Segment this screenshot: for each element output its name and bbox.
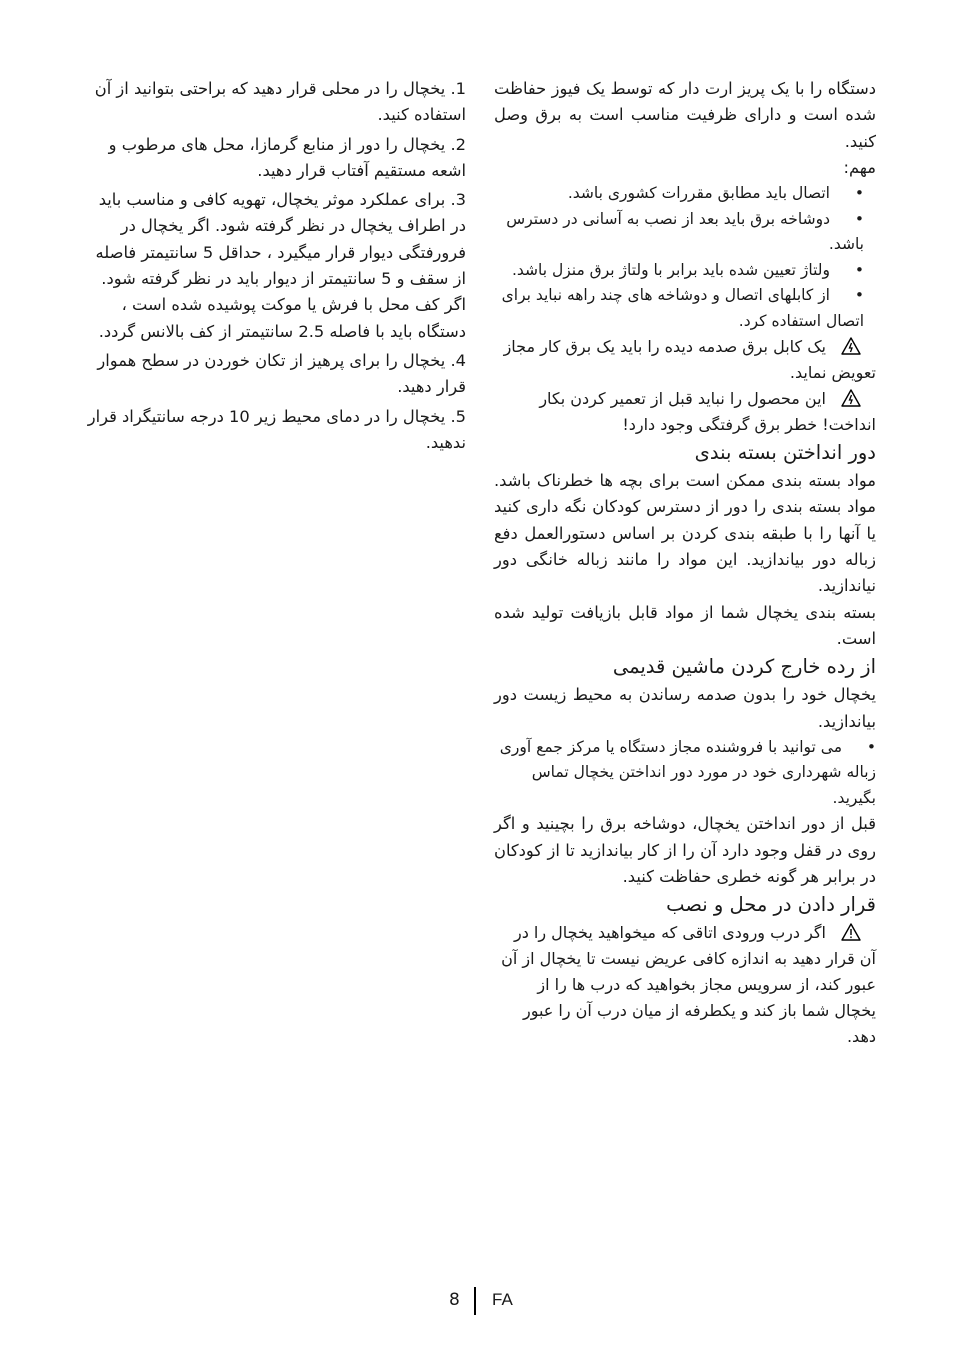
footer-divider xyxy=(474,1287,476,1315)
warning-text: این محصول را نباید قبل از تعمیر کردن بکار انداخت! خطر برق گرفتگی وجود دارد! xyxy=(539,389,876,435)
list-item xyxy=(494,258,876,284)
bullet-icon: • xyxy=(854,260,864,279)
warning-text: یک کابل برق صدمه دیده را باید یک برق کار مجاز تعویض نماید. xyxy=(503,337,876,383)
list-item xyxy=(494,283,876,334)
left-column xyxy=(80,76,466,459)
list-item: 1. یخچال را در محلی قرار دهید که براحتی بتوانید از آن استفاده کنید. xyxy=(94,79,466,125)
right-column xyxy=(494,76,876,1050)
list-item: 4. یخچال را برای پرهیز از تکان خوردن در سطح هموار قرار دهید. xyxy=(97,350,466,397)
bullet-icon: • xyxy=(854,184,864,203)
intro-paragraph: دستگاه را با یک پریز ارت دار که توسط یک فیوز حفاظت شده است و دارای ظرفیت مناسب است به برق وصل کنید. xyxy=(494,79,876,151)
warning-icon xyxy=(826,920,876,946)
list-item: 3. برای عملکرد موثر یخچال، تهویه کافی و مناسب باید در اطراف یخچال در نظر گرفته شود. اگر یخچال در فرورفتگی دیوار قرار میگیرد ، حداقل 5 سانتیمتر فاصله از سقف و 5 سانتیمتر از دیوار باید در نظر گرفته شود. اگر کف محل با فرش یا موکت پوشیده شده است ، دستگاه باید با فاصله 2.5 سانتیمتر از کف بالانس گردد. xyxy=(95,190,466,341)
warning-note xyxy=(494,334,876,386)
warning-note xyxy=(494,920,876,1050)
list-item xyxy=(494,735,876,812)
warning-text: اگر درب ورودی اتاقی که میخواهید یخچال را در آن قرار دهید به اندازه کافی عریض نیست تا یخچال از آن عبور کند، از سرویس مجاز بخواهید که درب ها را از یخچال شما باز کند و یکطرفه از میان درب آن را عبور دهد. xyxy=(501,923,876,1047)
warning-note xyxy=(494,386,876,438)
packaging-heading: دور انداختن بسته بندی xyxy=(694,441,876,465)
placement-heading: قرار دادن در محل و نصب xyxy=(666,893,876,917)
bullet-text: می توانید با فروشنده مجاز دستگاه یا مرکز جمع آوری زباله شهرداری خود در مورد دور انداختن یخچال تماس بگیرید. xyxy=(499,737,876,807)
warning-icon xyxy=(826,334,876,360)
old-machine-paragraph: یخچال خود را بدون صدمه رساندن به محیط زیست دور بیاندازید. xyxy=(494,685,876,731)
language-code: FA xyxy=(492,1290,513,1309)
bullet-icon: • xyxy=(866,737,876,756)
bullet-text: اتصال باید مطابق مقررات کشوری باشد. xyxy=(567,184,830,203)
page-number: 8 xyxy=(449,1290,460,1310)
old-machine-heading: از رده خارج کردن ماشین قدیمی xyxy=(612,655,876,679)
important-label: مهم: xyxy=(843,157,876,177)
bullet-icon: • xyxy=(854,286,864,305)
list-item: 5. یخچال را در دمای محیط زیر 10 درجه سانتیگراد قرار ندهید. xyxy=(87,406,466,452)
bullet-text: از کابلهای اتصال و دوشاخه های چند راهه نباید برای اتصال استفاده کرد. xyxy=(501,286,864,330)
list-item xyxy=(494,207,876,258)
bullet-text: دوشاخه برق باید بعد از نصب به آسانی در دسترس باشد. xyxy=(506,209,864,254)
list-item xyxy=(494,181,876,207)
list-item: 2. یخچال را دور از منابع گرمازا، محل های مرطوب و اشعه مستقیم آفتاب قرار دهید. xyxy=(108,134,466,180)
bullet-text: ولتاژ تعیین شده باید برابر با ولتاژ برق منزل باشد. xyxy=(511,260,830,279)
packaging-recycle-paragraph: بسته بندی یخچال شما از مواد قابل بازیافت تولید شده است. xyxy=(494,602,876,648)
warning-icon xyxy=(826,386,876,412)
bullet-icon: • xyxy=(854,209,864,228)
old-machine-disposal-paragraph: قبل از دور انداختن یخچال، دوشاخه برق را بچینید و اگر روی در قفل وجود دارد آن را از کار بیاندازید تا از کودکان در برابر هر گونه خطری حفاظت کنید. xyxy=(494,814,876,886)
page-footer xyxy=(0,1287,954,1317)
packaging-paragraph: مواد بسته بندی ممکن است برای بچه ها خطرناک باشد. مواد بسته بندی را دور از دسترس کودکان نگه داری کنید یا آنها را با طبقه بندی کردن بر اساس دستورالعمل دفع زباله دور بیاندازید. این مواد را مانند زباله خانگی دور نیاندازید. xyxy=(494,471,876,596)
